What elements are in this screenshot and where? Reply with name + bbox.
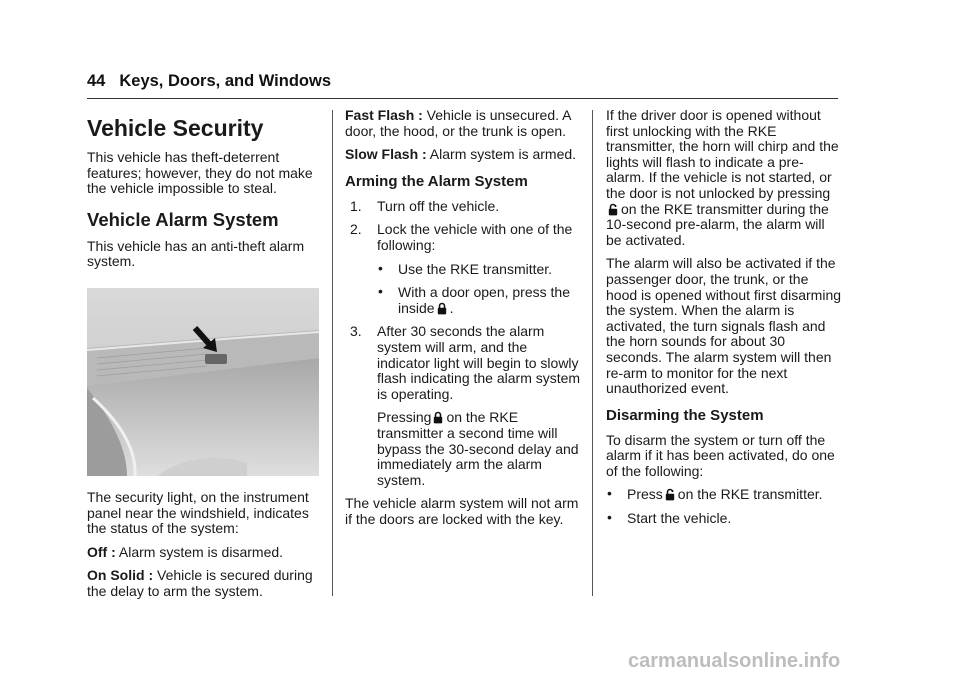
status-fast-flash: Fast Flash : Vehicle is unsecured. A door, the hood, or the trunk is open. xyxy=(345,107,571,139)
unlock-icon xyxy=(608,203,618,216)
disarm-intro: To disarm the system or turn off the alarm if it has been activated, do one of the following: xyxy=(606,431,835,479)
step-3-note: Pressing on the RKE transmitter a second time will bypass the 30-second delay and immediately arm the alarm system. xyxy=(377,409,579,488)
security-light-photo xyxy=(87,288,319,476)
pre-alarm-text: If the driver door is opened without first unlocking with the RKE transmitter, the horn will chirp and the lights will flash to indicate a pre-alarm. If the vehicle is not started, or the door is not unlocked by pressingon the RKE transmitter during the 10-second pre-alarm, the alarm will be activated. xyxy=(606,107,839,248)
unlock-icon xyxy=(665,488,675,501)
status-on-solid: On Solid : Vehicle is secured during the delay to arm the system. xyxy=(87,567,313,599)
status-off: Off : Alarm system is disarmed. xyxy=(87,543,284,560)
alarm-activation-text: The alarm will also be activated if the passenger door, the trunk, or the hood is opened without first disarming the system. When the alarm is activated, the turn signals flash and the horn sounds for about 30 seconds. The alarm system will then re-arm to monitor for the next unauthorized event. xyxy=(606,255,842,397)
security-light-text: The security light, on the instrument panel near the windshield, indicates the status of the system: xyxy=(87,488,309,537)
step-2-option-2: • With a door open, press the inside . xyxy=(378,283,570,316)
page-number: 44 xyxy=(87,72,106,90)
page-header xyxy=(87,72,331,91)
column-divider xyxy=(332,110,333,596)
column-2 xyxy=(345,108,581,535)
key-lock-note: The vehicle alarm system will not arm if the doors are locked with the key. xyxy=(345,495,579,527)
column-1 xyxy=(87,108,323,608)
header-rule xyxy=(87,98,838,99)
disarming-heading: Disarming the System xyxy=(606,406,764,424)
alarm-intro: This vehicle has an anti-theft alarm system. xyxy=(87,237,305,270)
column-3 xyxy=(606,108,842,535)
watermark: carmanualsonline.info xyxy=(628,650,841,672)
arming-heading: Arming the Alarm System xyxy=(345,172,528,190)
step-2: 2. Lock the vehicle with one of the following: xyxy=(350,221,573,253)
section-title: Keys, Doors, and Windows xyxy=(119,72,331,90)
step-2-option-1: • Use the RKE transmitter. xyxy=(378,259,553,277)
step-1: 1. Turn off the vehicle. xyxy=(350,197,500,214)
intro-text: This vehicle has theft-deterrent features; however, they do not make the vehicle impossible to steal. xyxy=(87,149,313,197)
step-3: 3. After 30 seconds the alarm system will arm, and the indicator light will begin to slowly flash indicating the alarm system is operating. Pressing on the RKE transmitter a second time will bypass the 30-second delay and immediately arm the alarm system. xyxy=(350,323,581,488)
disarm-option-2: • Start the vehicle. xyxy=(607,509,732,527)
lock-icon xyxy=(437,302,447,315)
section-heading: Vehicle Alarm System xyxy=(87,208,279,230)
page-title: Vehicle Security xyxy=(87,115,264,141)
disarm-option-1: • Press on the RKE transmitter. xyxy=(607,485,823,503)
status-slow-flash: Slow Flash : Alarm system is armed. xyxy=(345,146,577,163)
lock-icon xyxy=(433,411,443,424)
column-divider xyxy=(592,110,593,596)
